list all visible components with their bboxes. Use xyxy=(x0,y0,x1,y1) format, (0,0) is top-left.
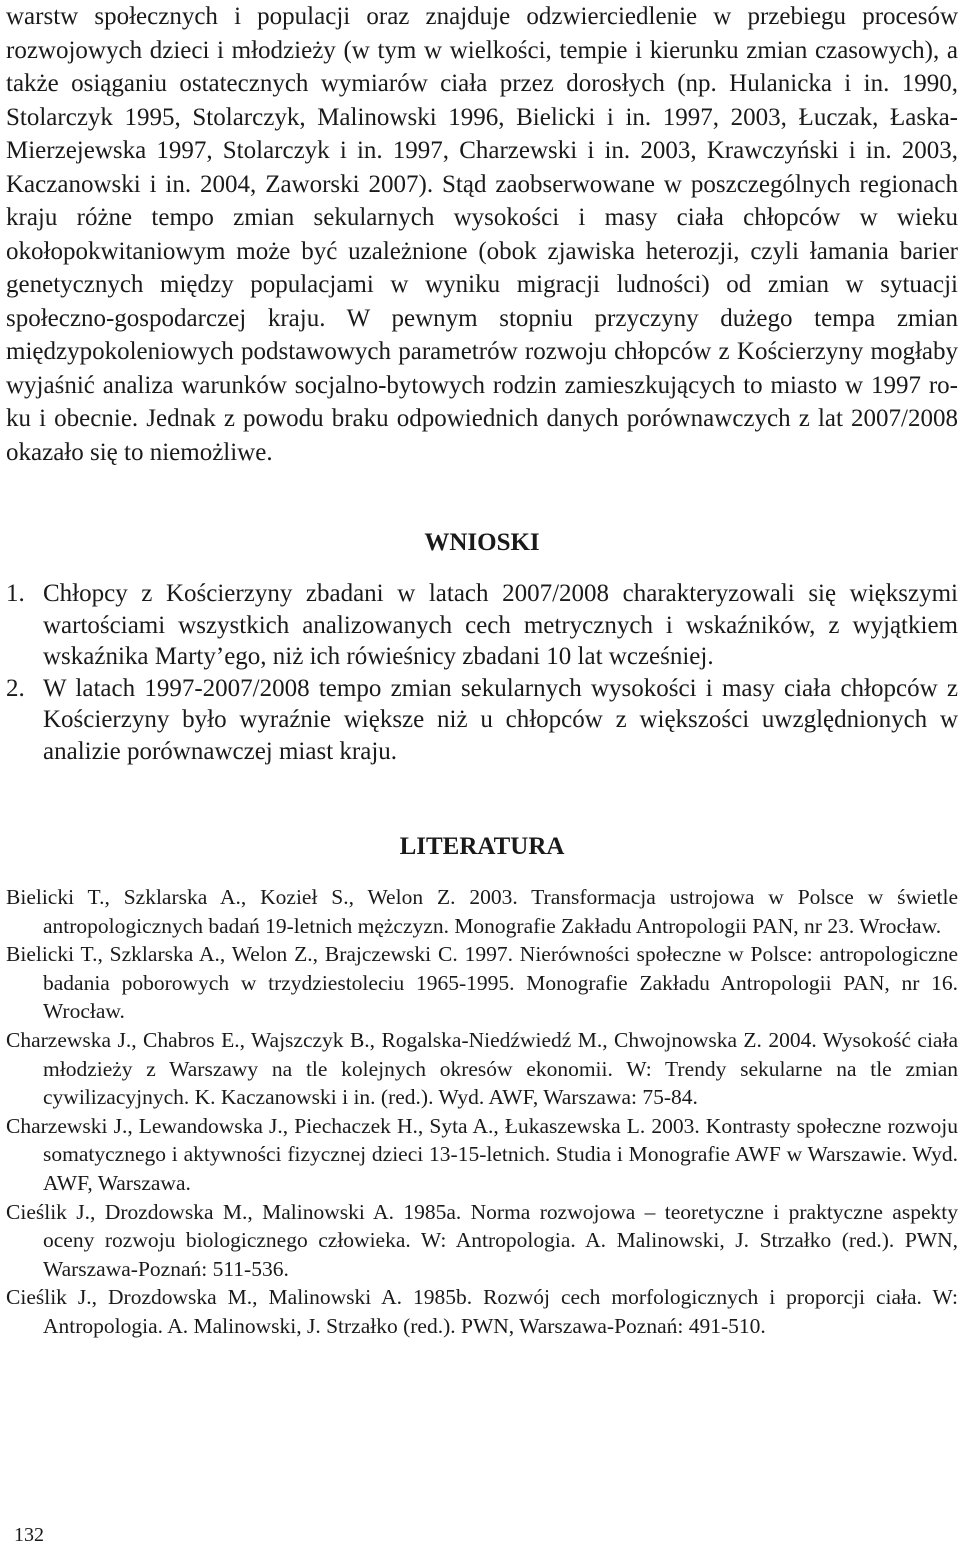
conclusions-heading: WNIOSKI xyxy=(424,529,540,556)
literature-heading: LITERATURA xyxy=(399,833,565,860)
reference-item: Charzewska J., Chabros E., Wajszczyk B., Rogalska-Niedźwiedź M., Chwojnowska Z. 2004. Wysokość ciała młodzieży z Warszawy na tle kolejnych okresów ekonomii. W: Trendy sekularne na tle zmian cywilizacyjnych. K. Kaczanowski i in. (red.). Wyd. AWF, Warszawa: 75-84. xyxy=(6,1027,958,1110)
document-page xyxy=(6,0,958,1550)
reference-list xyxy=(6,883,958,1341)
reference-item: Bielicki T., Szklarska A., Kozieł S., Welon Z. 2003. Transformacja ustrojowa w Polsce w świetle antropologicznych badań 19-letnich mężczyzn. Monografie Zakładu Antropologii PAN, nr 23. Wrocław. xyxy=(6,885,958,938)
reference-item: Cieślik J., Drozdowska M., Malinowski A. 1985a. Norma rozwojowa – teoretyczne i praktyczne aspekty oceny rozwoju biologicznego człowieka. W: Antropologia. A. Malinowski, J. Strzałko (red.). PWN, Warszawa-Poznań: 511-536. xyxy=(6,1199,958,1281)
body-paragraph: warstw społecznych i populacji oraz znajduje odzwierciedlenie w przebiegu procesów rozwojowych dzieci i młodzieży (w tym w wielkości, tempie i kierunku zmian czasowych), a także osiąganiu ostatecznych wymiarów ciała przez dorosłych (np. Hulanicka i in. 1990, Stolarczyk 1995, Stolarczyk, Malinowski 1996, Bielicki i in. 1997, 2003, Łuczak, Łaska-Mierzejewska 1997, Stolarczyk i in. 1997, Charzewski i in. 2003, Krawczyński i in. 2003, Kaczanowski i in. 2004, Zaworski 2007). Stąd zaobserwowane w poszczególnych regionach kraju różne tempo zmian sekularnych wysokości i masy ciała chłopców w wieku okołopokwitaniowym może być uzależnione (obok zjawiska heterozji, czyli łamania barier genetycznych między populacjami w wyniku migracji ludności) od zmian w sytuacji społeczno-gospodarczej kraju. W pewnym stopniu przyczyny dużego tempa zmian międzypokoleniowych podstawowych parametrów rozwoju chłopców z Kościerzyny mogłaby wyjaśnić analiza warunków socjalno-bytowych rodzin zamieszkujących to miasto w 1997 roku i obecnie. Jednak z powodu braku odpowiednich danych porównawczych z lat 2007/2008 okazało się to niemożliwe. xyxy=(6,3,958,466)
conclusions-list xyxy=(6,578,958,767)
conclusion-item xyxy=(6,673,958,768)
reference-item: Charzewski J., Lewandowska J., Piechaczek H., Syta A., Łukaszewska L. 2003. Kontrasty społeczne rozwoju somatycznego i aktywności fizycznej dzieci 13-15-letnich. Studia i Monografie AWF w Warszawie. Wyd. AWF, Warszawa. xyxy=(6,1113,958,1195)
page-number: 132 xyxy=(14,1524,44,1546)
reference-item: Bielicki T., Szklarska A., Welon Z., Brajczewski C. 1997. Nierówności społeczne w Polsce: antropologiczne badania poborowych w trzydziestoleciu 1965-1995. Monografie Zakładu Antropologii PAN, nr 16. Wrocław. xyxy=(6,942,958,1024)
conclusion-text: Chłopcy z Kościerzyny zbadani w latach 2007/2008 charakteryzowali się większymi wartościami wszystkich analizowanych cech metrycznych i wskaźników, z wyjątkiem wskaźnika Marty’ego, niż ich rówieśnicy zbadani 10 lat wcześniej. xyxy=(43,580,958,670)
conclusion-item xyxy=(6,578,958,673)
conclusion-number: 1. xyxy=(6,580,25,607)
reference-item: Cieślik J., Drozdowska M., Malinowski A. 1985b. Rozwój cech morfologicznych i proporcji ciała. W: Antropologia. A. Malinowski, J. Strzałko (red.). PWN, Warszawa-Poznań: 491-510. xyxy=(6,1285,958,1338)
conclusion-number: 2. xyxy=(6,674,25,702)
conclusion-text: W latach 1997-2007/2008 tempo zmian sekularnych wysokości i masy ciała chłopców z Kościerzyny było wyraźnie większe niż u chłopców z większości uwzględnionych w analizie porównawczej miast kraju. xyxy=(43,674,958,765)
